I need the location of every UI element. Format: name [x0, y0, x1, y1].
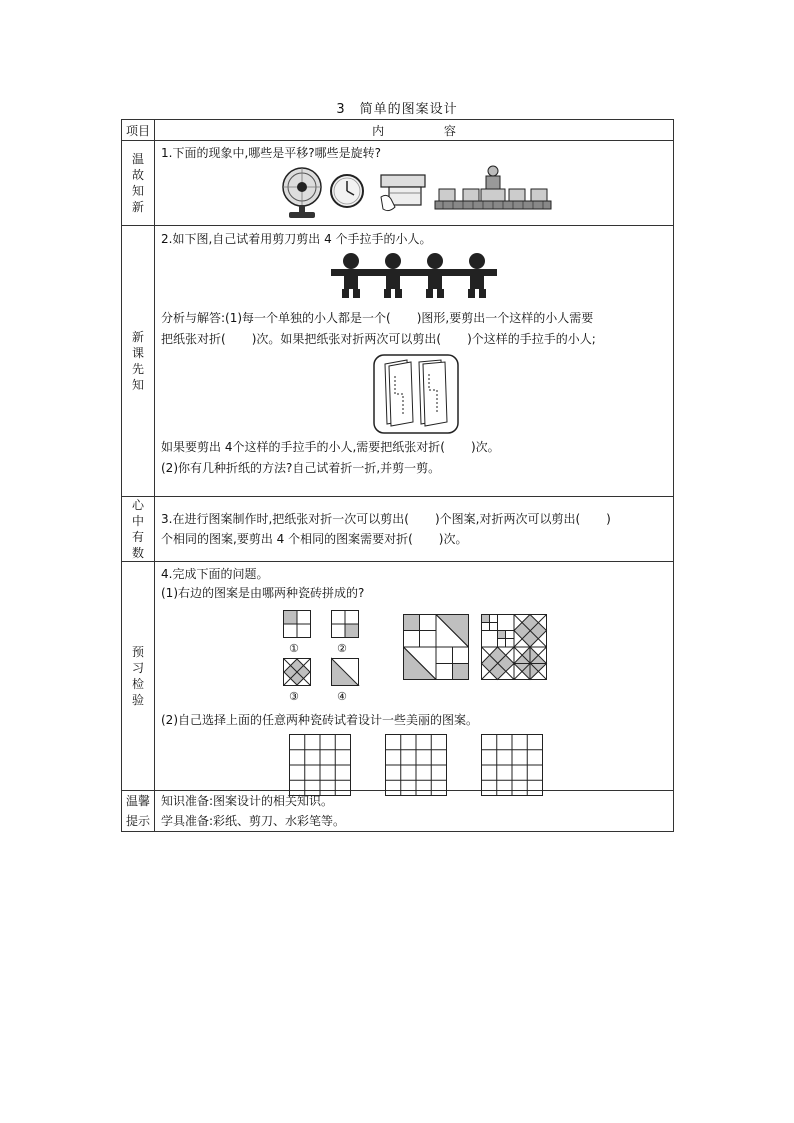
tile-1-icon [283, 610, 311, 638]
question-4-1: (1)右边的图案是由哪两种瓷砖拼成的? [161, 586, 365, 600]
question-4-2: (2)自己选择上面的任意两种瓷砖试着设计一些美丽的图案。 [161, 713, 479, 727]
analysis-line-4: (2)你有几种折纸的方法?自己试着折一折,并剪一剪。 [161, 461, 441, 475]
tile-2-label: ② [337, 642, 347, 655]
tips-row [122, 791, 674, 832]
preview-content [155, 562, 674, 791]
question-1: 1.下面的现象中,哪些是平移?哪些是旋转? [161, 146, 382, 160]
question-3-line-2: 个相同的图案,要剪出 4 个相同的图案需要对折( )次。 [161, 532, 468, 546]
review-content [155, 141, 674, 226]
mind-row [122, 497, 674, 562]
fan-icon [279, 167, 325, 219]
analysis-line-3: 如果要剪出 4个这样的手拉手的小人,需要把纸张对折( )次。 [161, 440, 500, 454]
title-text: 简单的图案设计 [359, 102, 458, 117]
tile-2-icon [331, 610, 359, 638]
header-project: 项目 [122, 120, 155, 141]
newlesson-label: 新 课 先 知 [122, 226, 155, 497]
header-content: 内 容 [155, 120, 674, 141]
mind-label: 心 中 有 数 [122, 497, 155, 562]
tile-3-icon [283, 658, 311, 686]
newlesson-row [122, 226, 674, 497]
preview-label: 预 习 检 验 [122, 562, 155, 791]
mind-content [155, 497, 674, 562]
design-grid-3[interactable] [481, 734, 543, 796]
header-row [122, 120, 674, 141]
question-2: 2.如下图,自己试着用剪刀剪出 4 个手拉手的小人。 [161, 232, 432, 246]
worksheet-table [121, 119, 674, 832]
drawer-icon [377, 171, 427, 215]
analysis-line-1: 分析与解答:(1)每一个单独的小人都是一个( )图形,要剪出一个这样的小人需要 [161, 311, 594, 325]
tile-3-label: ③ [289, 690, 299, 703]
tile-4-label: ④ [337, 690, 347, 703]
design-grid-1[interactable] [289, 734, 351, 796]
clock-icon [329, 173, 365, 209]
newlesson-content [155, 226, 674, 497]
review-label: 温 故 知 新 [122, 141, 155, 226]
title-number: 3 [336, 102, 346, 117]
conveyor-icon [435, 165, 551, 217]
tile-1-label: ① [289, 642, 299, 655]
tip-knowledge: 知识准备:图案设计的相关知识。 [161, 794, 334, 808]
analysis-line-2: 把纸张对折( )次。如果把纸张对折两次可以剪出( )个这样的手拉手的小人; [161, 332, 596, 346]
folded-paper-figure [373, 354, 459, 434]
question-3-line-1: 3.在进行图案制作时,把纸张对折一次可以剪出( )个图案,对折两次可以剪出( ) [161, 512, 611, 526]
tile-4-icon [331, 658, 359, 686]
preview-row [122, 562, 674, 791]
pattern-a-figure [403, 614, 469, 680]
tips-label: 温馨 提示 [122, 791, 155, 832]
review-row [122, 141, 674, 226]
paper-dolls-figure [331, 253, 497, 301]
tip-tools: 学具准备:彩纸、剪刀、水彩笔等。 [161, 814, 346, 828]
design-grid-2[interactable] [385, 734, 447, 796]
pattern-b-figure [481, 614, 547, 680]
page-title [0, 98, 794, 117]
tips-content [155, 791, 674, 832]
question-4: 4.完成下面的问题。 [161, 567, 269, 581]
